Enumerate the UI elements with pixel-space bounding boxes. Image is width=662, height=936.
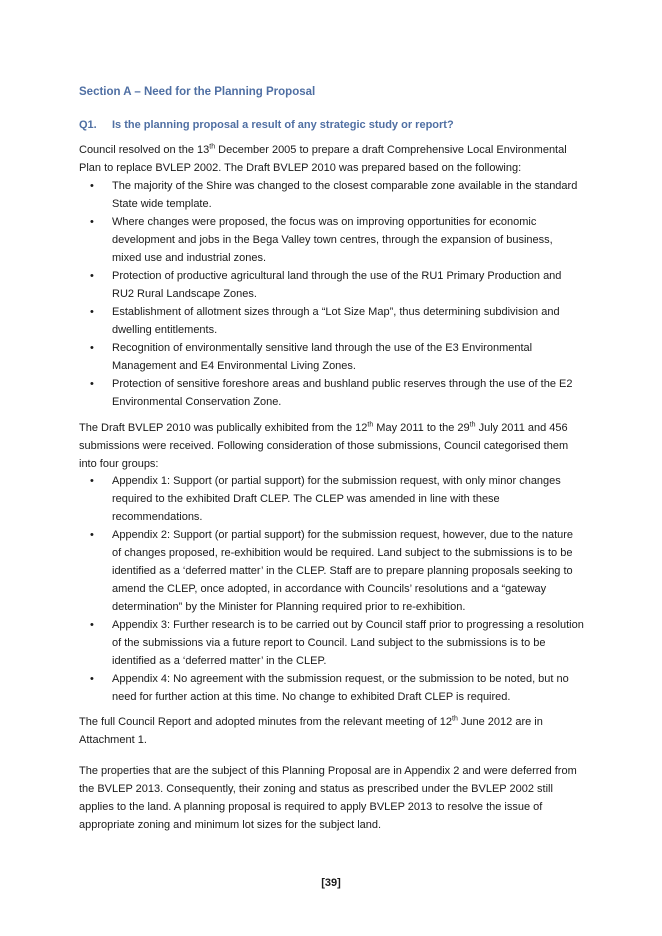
para2-text-a: The Draft BVLEP 2010 was publically exhibited from the 12: [79, 422, 368, 434]
para1-text-b: December 2005 to prepare a draft Comprehensive Local Environmental Plan to replace BVLEP 2002. The Draft BVLEP 2010 was prepared based on the following:: [79, 144, 567, 174]
list-item-text: Recognition of environmentally sensitive land through the use of the E3 Environmental Management and E4 Environmental Living Zones.: [112, 342, 533, 372]
list-item-text: The majority of the Shire was changed to the closest comparable zone available in the standard State wide template.: [112, 180, 578, 210]
list-item: [79, 339, 584, 375]
para3-text-a: The full Council Report and adopted minutes from the relevant meeting of 12: [79, 716, 452, 728]
list-item-text: Appendix 3: Further research is to be carried out by Council staff prior to progressing a resolution of the submissions via a future report to Council. Land subject to the submissions is to be identified as a ‘deferred matter’ in the CLEP.: [112, 619, 584, 667]
bullet-icon: •: [90, 673, 94, 685]
paragraph-council-resolution: [79, 141, 584, 177]
bullet-icon: •: [90, 529, 94, 541]
list-item-text: Protection of sensitive foreshore areas and bushland public reserves through the use of the E2 Environmental Conservation Zone.: [112, 378, 573, 408]
list-item: [79, 472, 584, 526]
paragraph-council-report: [79, 713, 584, 749]
bullet-icon: •: [90, 216, 94, 228]
list-item: [79, 177, 584, 213]
list-item-text: Where changes were proposed, the focus was on improving opportunities for economic development and jobs in the Bega Valley town centres, through the expansion of business, mixed use and industrial zones.: [112, 216, 553, 264]
list-item: [79, 303, 584, 339]
list-item-text: Appendix 1: Support (or partial support) for the submission request, with only minor changes required to the exhibited Draft CLEP. The CLEP was amended in line with these recommendations.: [112, 475, 561, 523]
para2-text-b: May 2011 to the 29: [373, 422, 470, 434]
para3-superscript: th: [452, 715, 458, 723]
para2-superscript-2: th: [469, 421, 476, 429]
list-item: [79, 616, 584, 670]
para1-text-a: Council resolved on the 13: [79, 144, 210, 156]
paragraph-properties: The properties that are the subject of this Planning Proposal are in Appendix 2 and were deferred from the BVLEP 2013. Consequently, their zoning and status as prescribed under the BVLEP 2002 still applies to the land. A planning proposal is required to apply BVLEP 2013 to resolve the issue of appropriate zoning and minimum lot sizes for the subject land.: [79, 765, 577, 831]
bullet-icon: •: [90, 342, 94, 354]
page-number: [39]: [321, 877, 341, 889]
question-number: Q1.: [79, 119, 97, 131]
section-heading: Section A – Need for the Planning Proposal: [79, 86, 316, 98]
para2-text-c: July 2011 and 456 submissions were received. Following consideration of those submissions, Council categorised them into four groups:: [79, 422, 569, 470]
list-item-text: Appendix 2: Support (or partial support) for the submission request, however, due to the nature of changes proposed, re-exhibition would be required. Land subject to the submissions is to be identified as a ‘deferred matter’ in the CLEP. Staff are to prepare planning proposals seeking to amend the CLEP, once adopted, in accordance with Councils’ resolutions and a “gateway determination” by the Minister for Planning required prior to re-exhibition.: [112, 529, 574, 613]
bullet-icon: •: [90, 378, 94, 390]
list-item: [79, 267, 584, 303]
list-item: [79, 375, 584, 411]
list-item: [79, 526, 584, 616]
para2-superscript-1: th: [367, 421, 374, 429]
para1-superscript: th: [209, 143, 216, 151]
list-item-text: Appendix 4: No agreement with the submission request, or the submission to be noted, but no need for further action at this time. No change to exhibited Draft CLEP is required.: [112, 673, 569, 703]
bullet-icon: •: [90, 180, 94, 192]
question-text: Is the planning proposal a result of any strategic study or report?: [112, 119, 454, 131]
bullet-list-draft-basis: [79, 177, 584, 411]
paragraph-exhibition: [79, 419, 584, 473]
bullet-icon: •: [90, 475, 94, 487]
bullet-icon: •: [90, 619, 94, 631]
para3-text-b: June 2012 are in Attachment 1.: [79, 716, 543, 746]
bullet-icon: •: [90, 270, 94, 282]
list-item-text: Protection of productive agricultural land through the use of the RU1 Primary Production and RU2 Rural Landscape Zones.: [112, 270, 562, 300]
list-item: [79, 670, 584, 706]
bullet-icon: •: [90, 306, 94, 318]
question-heading: [79, 116, 599, 134]
bullet-list-appendices: [79, 472, 584, 706]
list-item-text: Establishment of allotment sizes through a “Lot Size Map”, thus determining subdivision and dwelling entitlements.: [112, 306, 560, 336]
list-item: [79, 213, 584, 267]
